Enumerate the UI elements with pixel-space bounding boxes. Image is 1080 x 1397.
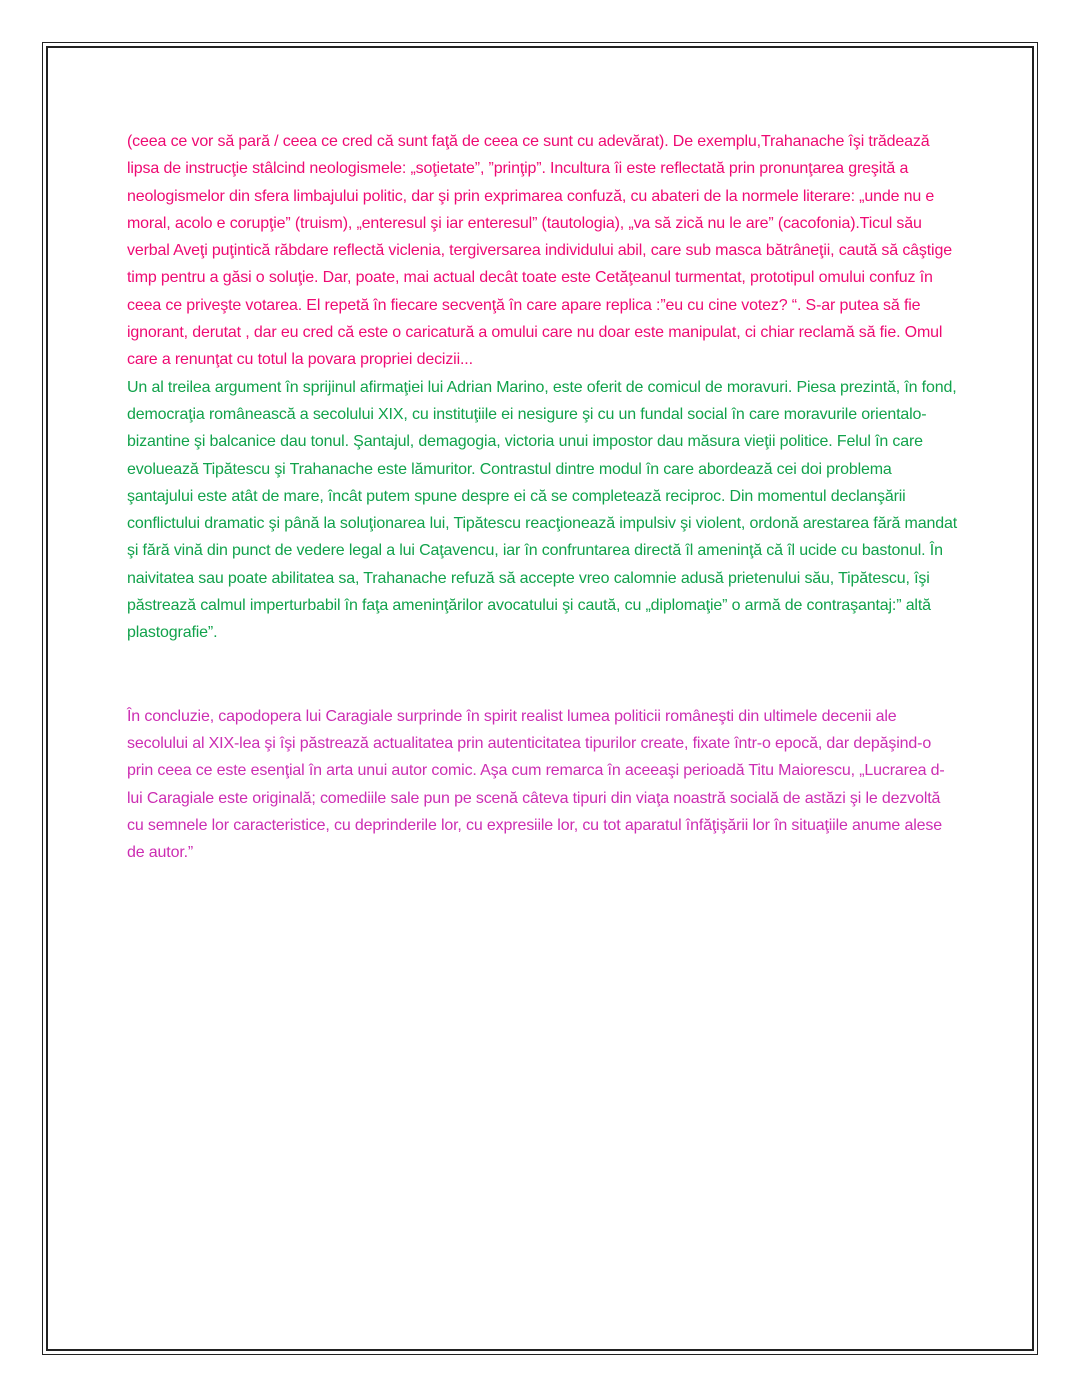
paragraph-conclusion: În concluzie, capodopera lui Caragiale surprinde în spirit realist lumea politicii româneşti din ultimele decenii ale secolului al XIX-lea şi îşi păstrează actualitatea prin autenticitatea tipurilor create, fixate într-o epocă, dar depăşind-o prin ceea ce este esenţial în arta unui autor comic. Aşa cum remarca în aceeaşi perioadă Titu Maiorescu, „Lucrarea d-lui Caragiale este originală; comediile sale pun pe scenă câteva tipuri din viaţa noastră socială de astăzi şi le dezvoltă cu semnele lor caracteristice, cu deprinderile lor, cu expresiile lor, cu tot aparatul înfăţişării lor în situaţiile anume alese de autor.” [127, 707, 945, 862]
paragraph-character-comedy: (ceea ce vor să pară / ceea ce cred că sunt faţă de ceea ce sunt cu adevărat). De exemplu,Trahanache îşi trădează lipsa de instrucţie stâlcind neologismele: „soţietate”, ”prinţip”. Incultura îi este reflectată prin pronunţarea greşită a neologismelor din sfera limbajului politic, dar şi prin exprimarea confuză, cu abateri de la normele literare: „unde nu e moral, acolo e corupţie” (truism), „enteresul şi iar enteresul” (tautologia), „va să zică nu le are” (cacofonia).Ticul său verbal Aveţi puţintică răbdare reflectă viclenia, tergiversarea individului abil, care sub masca bătrâneţii, caută să câştige timp pentru a găsi o soluţie. Dar, poate, mai actual decât toate este Cetăţeanul turmentat, prototipul omului confuz în ceea ce priveşte votarea. El repetă în fiecare secvenţă în care apare replica :”eu cu cine votez? “. S-ar putea să fie ignorant, derutat , dar eu cred că este o caricatură a omului care nu doar este manipulat, ci chiar reclamă să fie. Omul care a renunţat cu totul la povara propriei decizii... [127, 133, 952, 369]
paragraph-spacer [127, 647, 957, 673]
document-body [127, 128, 957, 866]
paragraph-third-argument: Un al treilea argument în sprijinul afirmaţiei lui Adrian Marino, este oferit de comicul de moravuri. Piesa prezintă, în fond, democraţia românească a secolului XIX, cu instituţiile ei nesigure şi cu un fundal social în care moravurile orientalo-bizantine şi balcanice dau tonul. Şantajul, demagogia, victoria unui impostor dau măsura vieţii politice. Felul în care evoluează Tipătescu şi Trahanache este lămuritor. Contrastul dintre modul în care abordează cei doi problema şantajului este atât de mare, încât putem spune despre ei că se completează reciproc. Din momentul declanşării conflictului dramatic şi până la soluţionarea lui, Tipătescu reacţionează impulsiv şi violent, ordonă arestarea fără mandat şi fără vină din punct de vedere legal a lui Caţavencu, iar în confruntarea directă îl ameninţă că îl ucide cu bastonul. În naivitatea sau poate abilitatea sa, Trahanache refuză să accepte vreo calomnie adusă prietenului său, Tipătescu, îşi păstrează calmul imperturbabil în faţa ameninţărilor avocatului şi caută, cu „diplomaţie” o armă de contraşantaj:” altă plastografie”. [127, 378, 958, 642]
